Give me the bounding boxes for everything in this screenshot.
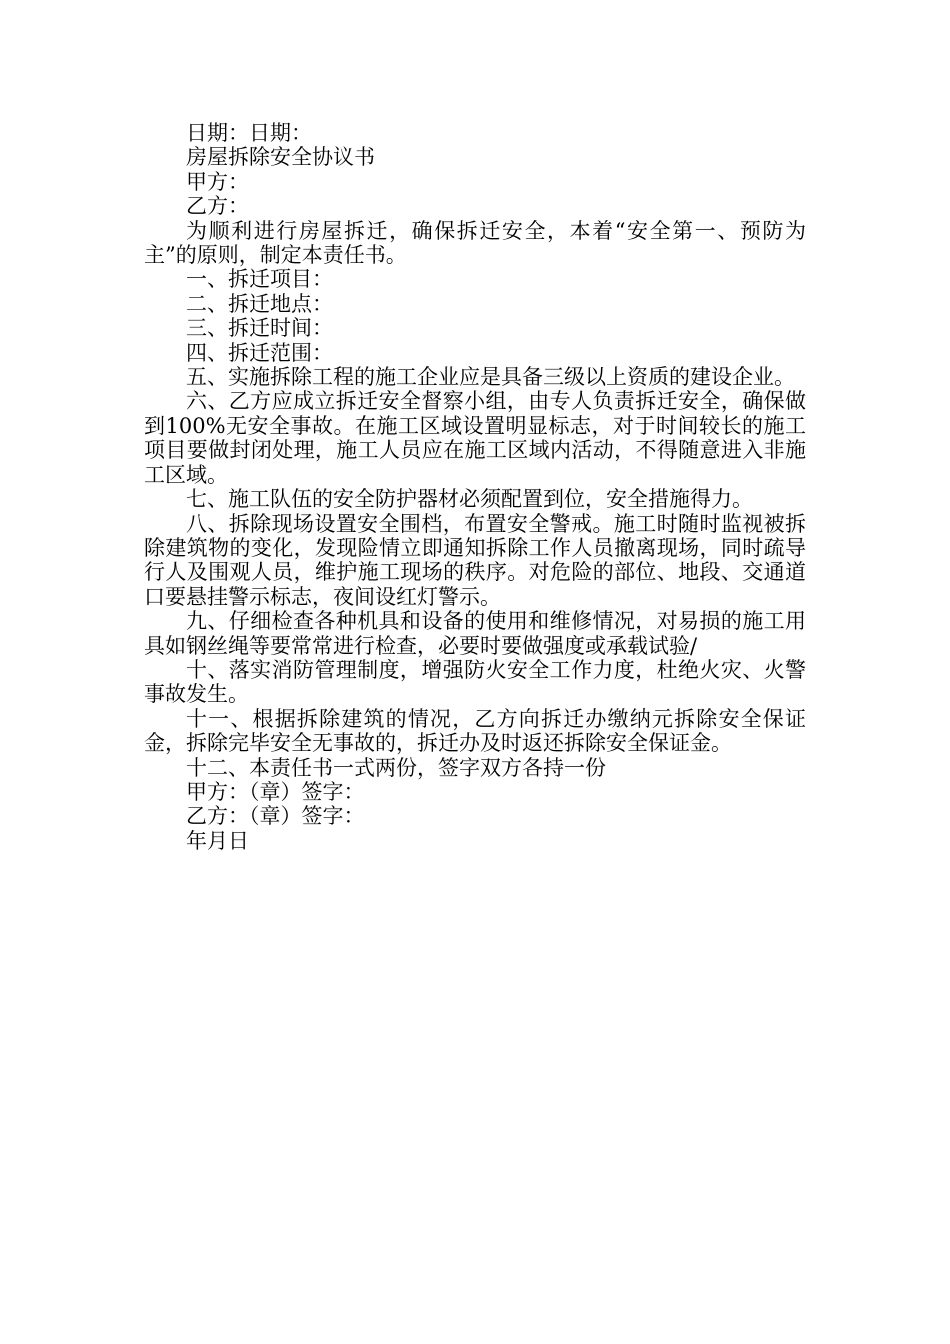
clause-6: 六、乙方应成立拆迁安全督察小组，由专人负责拆迁安全，确保做到100%无安全事故。在施工区域设置明显标志，对于时间较长的施工项目要做封闭处理，施工人员应在施工区域内活动，不得随意进入非施工区域。 (144, 389, 806, 487)
document-body (144, 121, 806, 853)
clause-1: 一、拆迁项目： (186, 267, 333, 292)
clause-3: 三、拆迁时间： (186, 316, 333, 341)
clause-8: 八、拆除现场设置安全围档，布置安全警戒。施工时随时监视被拆除建筑物的变化，发现险情立即通知拆除工作人员撤离现场，同时疏导行人及围观人员，维护施工现场的秩序。对危险的部位、地段、交通道口要悬挂警示标志，夜间设红灯警示。 (144, 511, 806, 609)
clause-12: 十二、本责任书一式两份，签字双方各持一份 (186, 755, 606, 780)
party-b-signature-line: 乙方：（章）签字： (186, 804, 365, 829)
signing-date-line: 年月日 (186, 828, 249, 853)
party-a-line: 甲方： (186, 169, 249, 194)
clause-9: 九、仔细检查各种机具和设备的使用和维修情况，对易损的施工用具如钢丝绳等要常常进行检查，必要时要做强度或承载试验/ (144, 609, 806, 658)
document-title: 房屋拆除安全协议书 (186, 145, 375, 170)
clause-10: 十、落实消防管理制度，增强防火安全工作力度，杜绝火灾、火警事故发生。 (144, 657, 806, 707)
clause-4: 四、拆迁范围： (186, 340, 333, 365)
preamble-paragraph: 为顺利进行房屋拆迁，确保拆迁安全，本着“安全第一、预防为主”的原则，制定本责任书。 (144, 218, 806, 268)
party-a-signature-line: 甲方：（章）签字： (186, 779, 365, 804)
date-line: 日期：日期： (186, 121, 312, 145)
clause-2: 二、拆迁地点： (186, 291, 333, 316)
clause-5: 五、实施拆除工程的施工企业应是具备三级以上资质的建设企业。 (186, 365, 795, 390)
clause-11: 十一、根据拆除建筑的情况，乙方向拆迁办缴纳元拆除安全保证金，拆除完毕安全无事故的，拆迁办及时返还拆除安全保证金。 (144, 706, 806, 756)
clause-7: 七、施工队伍的安全防护器材必须配置到位，安全措施得力。 (186, 487, 753, 512)
party-b-line: 乙方： (186, 194, 249, 219)
